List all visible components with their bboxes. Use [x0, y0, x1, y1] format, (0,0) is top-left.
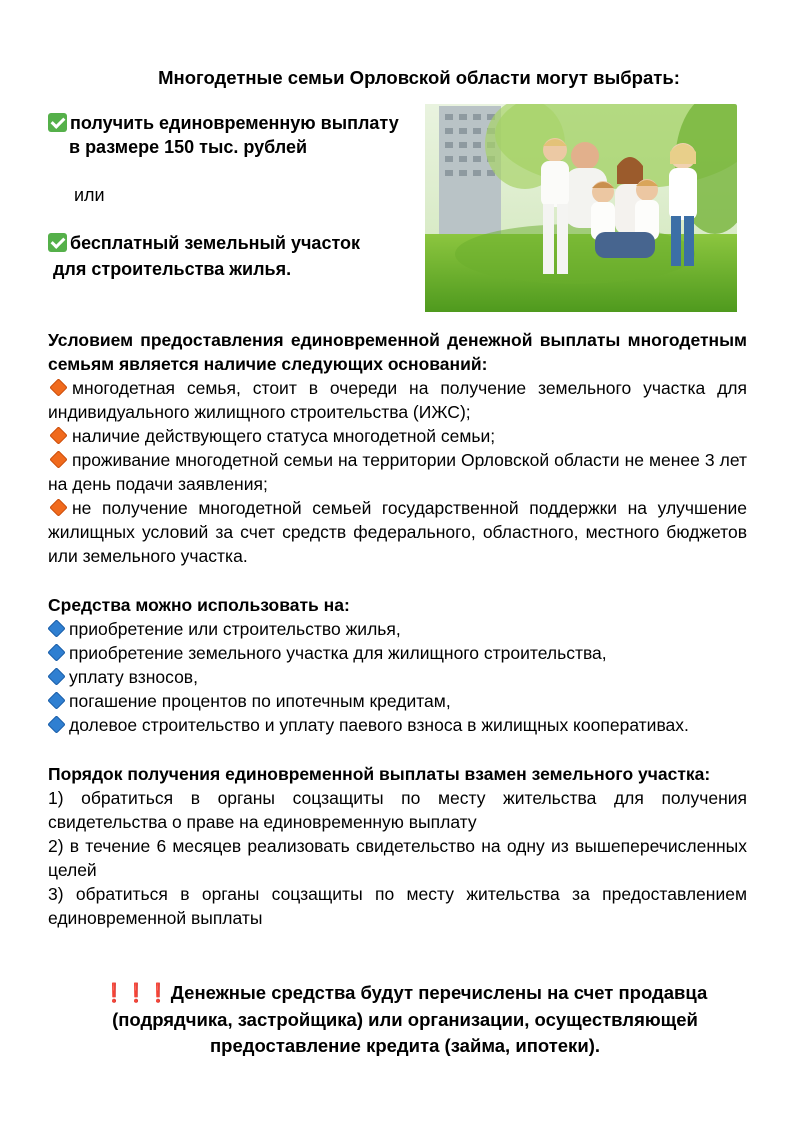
list-item: [48, 689, 747, 713]
list-item: [48, 448, 747, 496]
list-item: [48, 424, 747, 448]
family-photo-illustration: [425, 104, 737, 312]
option-payment: [48, 111, 399, 135]
conditions-heading: Условием предоставления единовременной денежной выплаты многодетным семьям является наличие следующих оснований:: [48, 330, 747, 374]
blue-diamond-icon: [47, 643, 65, 661]
blue-diamond-icon: [47, 667, 65, 685]
blue-diamond-icon: [47, 691, 65, 709]
procedure-step: 1) обратиться в органы соцзащиты по месту жительства для получения свидетельства о праве на единовременную выплату: [48, 788, 747, 832]
check-mark-icon: [48, 233, 67, 252]
blue-diamond-icon: [47, 715, 65, 733]
uses-section: [48, 593, 747, 737]
condition-text: многодетная семья, стоит в очереди на получение земельного участка для индивидуального жилищного строительства (ИЖС);: [48, 378, 747, 422]
condition-text: наличие действующего статуса многодетной семьи;: [72, 426, 496, 446]
condition-text: не получение многодетной семьей государственной поддержки на улучшение жилищных условий за счет средств федерального, областного, местного бюджетов или земельного участка.: [48, 498, 747, 566]
list-item: [48, 665, 747, 689]
use-text: приобретение земельного участка для жилищного строительства,: [69, 643, 607, 663]
page-title: Многодетные семьи Орловской области могут выбрать:: [158, 67, 680, 88]
list-item: [48, 376, 747, 424]
exclamation-icon: ❗❗❗: [102, 983, 169, 1004]
option-payment-line2: в размере 150 тыс. рублей: [69, 137, 308, 157]
procedure-section: [48, 762, 747, 930]
use-text: уплату взносов,: [69, 667, 198, 687]
use-text: погашение процентов по ипотечным кредитам,: [69, 691, 451, 711]
procedure-step: 3) обратиться в органы соцзащиты по месту жительства за предоставлением единовременной выплаты: [48, 884, 747, 928]
list-item: [48, 641, 747, 665]
orange-diamond-icon: [49, 498, 67, 516]
final-note: [60, 980, 750, 1059]
condition-text: проживание многодетной семьи на территории Орловской области не менее 3 лет на день подачи заявления;: [48, 450, 747, 494]
final-note-text: Денежные средства будут перечислены на счет продавца (подрядчика, застройщика) или организации, осуществляющей предоставление кредита (займа, ипотеки).: [112, 982, 708, 1056]
procedure-heading: Порядок получения единовременной выплаты взамен земельного участка:: [48, 764, 711, 784]
blue-diamond-icon: [47, 619, 65, 637]
orange-diamond-icon: [49, 426, 67, 444]
list-item: [48, 617, 747, 641]
option-land-line1: бесплатный земельный участок: [70, 233, 361, 253]
list-item: [48, 713, 747, 737]
option-land-line2: для строительства жилья.: [53, 259, 292, 279]
use-text: приобретение или строительство жилья,: [69, 619, 401, 639]
check-mark-icon: [48, 113, 67, 132]
conditions-section: [48, 328, 747, 568]
use-text: долевое строительство и уплату паевого взноса в жилищных кооперативах.: [69, 715, 689, 735]
uses-heading: Средства можно использовать на:: [48, 595, 350, 615]
family-photo: [425, 104, 737, 312]
procedure-step: 2) в течение 6 месяцев реализовать свидетельство на одну из вышеперечисленных целей: [48, 836, 747, 880]
orange-diamond-icon: [49, 378, 67, 396]
option-land: [48, 231, 360, 255]
orange-diamond-icon: [49, 450, 67, 468]
option-payment-line1: получить единовременную выплату: [70, 113, 399, 133]
list-item: [48, 496, 747, 568]
or-word: или: [74, 185, 105, 205]
